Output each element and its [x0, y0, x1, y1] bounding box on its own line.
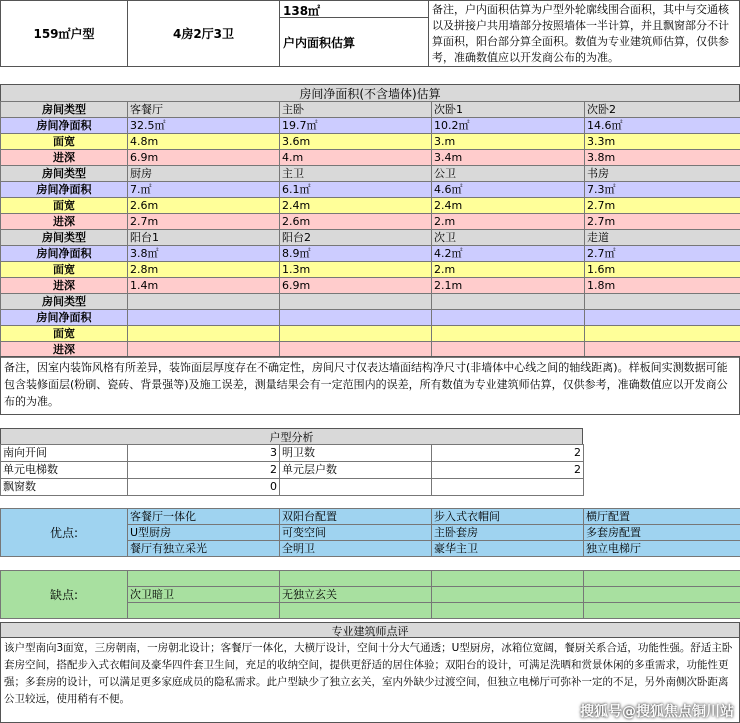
analysis-title: [0, 428, 583, 445]
room-cell: 3.4m: [432, 150, 585, 166]
row-label-area: 房间净面积: [1, 310, 128, 326]
room-cell: 2.6m: [280, 214, 432, 230]
room-cell: 2.6m: [128, 198, 280, 214]
notes: 备注，因室内装饰风格有所差异，装饰面层厚度存在不确定性，房间尺寸仅表达墙面结构净尺寸(非墙体中心线之间的轴线距离)。样板间实测数据可能包含装修面层(粉刷、瓷砖、背景强等)及施工误差，测量结果会有一定范围内的误差，所有数值为专业建筑师估算，仅供参考，准确数值应以开发商公布的为准。: [0, 356, 740, 415]
room-cell: 次卧2: [585, 102, 740, 118]
room-cell: 6.9m: [280, 278, 432, 294]
layout-area-cell: [0, 0, 128, 67]
room-cell: [585, 326, 740, 342]
row-label-type: 房间类型: [1, 102, 128, 118]
row-label-depth: 进深: [1, 214, 128, 230]
room-cell: 6.1㎡: [280, 182, 432, 198]
row-label-type: 房间类型: [1, 166, 128, 182]
row-label-type: 房间类型: [1, 230, 128, 246]
cons-item: [584, 587, 740, 603]
room-cell: 2.m: [432, 262, 585, 278]
room-cell: [585, 310, 740, 326]
room-row-width: [1, 134, 740, 150]
room-row-width: [1, 262, 740, 278]
cons-item: 无独立玄关: [280, 587, 432, 603]
room-cell: 32.5㎡: [128, 118, 280, 134]
room-cell: [280, 326, 432, 342]
pros-item: 全明卫: [280, 541, 432, 557]
analysis-cell: 2: [432, 462, 584, 479]
room-cell: 4.m: [280, 150, 432, 166]
pros-item: 多套房配置: [584, 525, 740, 541]
room-cell: [432, 326, 585, 342]
analysis-cell: 飘窗数: [1, 479, 128, 496]
room-row-area: [1, 310, 740, 326]
room-cell: 书房: [585, 166, 740, 182]
room-cell: 2.1m: [432, 278, 585, 294]
pros-item: 主卧套房: [432, 525, 584, 541]
room-row-area: [1, 182, 740, 198]
room-cell: [585, 294, 740, 310]
room-cell: 1.3m: [280, 262, 432, 278]
room-cell: 6.9m: [128, 150, 280, 166]
room-cell: 7.3㎡: [585, 182, 740, 198]
room-cell: 1.4m: [128, 278, 280, 294]
cons-item: [280, 571, 432, 587]
analysis-row: [1, 479, 584, 496]
room-row-width: [1, 326, 740, 342]
row-label-type: 房间类型: [1, 294, 128, 310]
indoor-area-value: 138㎡: [279, 0, 429, 18]
room-cell: 阳台2: [280, 230, 432, 246]
room-cell: 2.7m: [128, 214, 280, 230]
pros-item: 豪华主卫: [432, 541, 584, 557]
room-cell: 19.7㎡: [280, 118, 432, 134]
pros-label: 优点:: [1, 509, 128, 557]
pros-item: 独立电梯厅: [584, 541, 740, 557]
room-row-area: [1, 118, 740, 134]
pros-item: 横厅配置: [584, 509, 740, 525]
layout-type: 4房2厅3卫: [172, 27, 235, 41]
analysis-cell: [280, 479, 432, 496]
room-cell: [128, 294, 280, 310]
cons-item: [280, 603, 432, 619]
room-cell: [432, 310, 585, 326]
analysis-cell: 0: [128, 479, 280, 496]
room-cell: 4.8m: [128, 134, 280, 150]
cons-item: [432, 587, 584, 603]
room-cell: [280, 294, 432, 310]
analysis-row: [1, 445, 584, 462]
analysis-cell: 单元电梯数: [1, 462, 128, 479]
room-cell: 厨房: [128, 166, 280, 182]
indoor-area-label: 户内面积估算: [279, 17, 429, 67]
row-label-width: 面宽: [1, 134, 128, 150]
pros-item: 可变空间: [280, 525, 432, 541]
room-cell: 阳台1: [128, 230, 280, 246]
room-cell: 4.6㎡: [432, 182, 585, 198]
room-cell: 14.6㎡: [585, 118, 740, 134]
room-cell: 3.3m: [585, 134, 740, 150]
analysis-cell: 2: [128, 462, 280, 479]
room-cell: 2.m: [432, 214, 585, 230]
room-cell: 1.8m: [585, 278, 740, 294]
room-cell: 1.6m: [585, 262, 740, 278]
room-cell: 2.7m: [585, 198, 740, 214]
room-cell: 8.9㎡: [280, 246, 432, 262]
analysis-cell: 南向开间: [1, 445, 128, 462]
room-row-type: [1, 294, 740, 310]
cons-item: [128, 603, 280, 619]
room-cell: 3.8m: [585, 150, 740, 166]
cons-item: [128, 571, 280, 587]
cons-item: [432, 603, 584, 619]
layout-area: 159㎡户型: [33, 27, 95, 41]
cons-item: [584, 571, 740, 587]
room-cell: 次卧1: [432, 102, 585, 118]
row-label-area: 房间净面积: [1, 118, 128, 134]
room-row-depth: [1, 150, 740, 166]
row-label-depth: 进深: [1, 342, 128, 358]
header-note: 备注，户内面积估算为户型外轮廓线围合面积，其中与交通核以及拼接户共用墙部分按照墙体一半计算，并且飘窗部分不计算面积，阳台部分算全面积。数值为专业建筑师估算，仅供参考，准确数值应以开发商公布的为准。: [428, 0, 740, 67]
cons-item: [432, 571, 584, 587]
row-label-depth: 进深: [1, 150, 128, 166]
room-cell: 2.4m: [432, 198, 585, 214]
analysis-cell: 明卫数: [280, 445, 432, 462]
room-cell: 4.2㎡: [432, 246, 585, 262]
cons-label: 缺点:: [1, 571, 128, 619]
row-label-depth: 进深: [1, 278, 128, 294]
room-cell: 2.7㎡: [585, 246, 740, 262]
room-cell: 3.m: [432, 134, 585, 150]
row-label-area: 房间净面积: [1, 246, 128, 262]
cons-table: [0, 570, 740, 619]
room-cell: [432, 294, 585, 310]
room-row-width: [1, 198, 740, 214]
pros-item: 步入式衣帽间: [432, 509, 584, 525]
room-cell: 2.7m: [585, 214, 740, 230]
review-title-text: 专业建筑师点评: [331, 625, 409, 638]
review-title: [0, 622, 740, 638]
room-cell: [128, 326, 280, 342]
room-cell: 2.4m: [280, 198, 432, 214]
pros-item: 双阳台配置: [280, 509, 432, 525]
room-cell: 7.㎡: [128, 182, 280, 198]
cons-item: [584, 603, 740, 619]
room-cell: 主卧: [280, 102, 432, 118]
room-row-type: [1, 166, 740, 182]
room-cell: [280, 310, 432, 326]
room-row-area: [1, 246, 740, 262]
pros-item: 客餐厅一体化: [128, 509, 280, 525]
watermark: 搜狐号@搜狐焦点铜川站: [580, 704, 734, 720]
room-cell: 3.8㎡: [128, 246, 280, 262]
cons-item: 次卫暗卫: [128, 587, 280, 603]
row-label-width: 面宽: [1, 198, 128, 214]
analysis-table: [0, 444, 584, 496]
layout-type-cell: [127, 0, 280, 67]
rooms-title-text: 房间净面积(不含墙体)估算: [299, 87, 441, 101]
analysis-title-text: 户型分析: [269, 431, 314, 444]
room-row-depth: [1, 214, 740, 230]
pros-table: [0, 508, 740, 557]
pros-item: U型厨房: [128, 525, 280, 541]
rooms-table: [0, 101, 740, 358]
analysis-row: [1, 462, 584, 479]
room-cell: 10.2㎡: [432, 118, 585, 134]
pros-item: 餐厅有独立采光: [128, 541, 280, 557]
row-label-width: 面宽: [1, 262, 128, 278]
room-cell: 次卫: [432, 230, 585, 246]
room-cell: 主卫: [280, 166, 432, 182]
pros-row: [1, 509, 740, 525]
analysis-cell: 3: [128, 445, 280, 462]
room-row-depth: [1, 278, 740, 294]
room-cell: 公卫: [432, 166, 585, 182]
cons-row: [1, 571, 740, 587]
room-cell: [128, 310, 280, 326]
room-cell: 3.6m: [280, 134, 432, 150]
review-text: 该户型南向3面宽，三房朝南，一房朝北设计；客餐厅一体化，大横厅设计，空间十分大气通透；U型厨房，冰箱位宽阔，餐厨关系合适，功能性强。舒适主卧套房空间，搭配步入式衣帽间及豪华四件套卫生间，充足的收纳空间，提供更舒适的居住体验；双阳台的设计，可满足洗晒和赏景休闲的多重需求，功能性更强；多套房的设计，可以满足更多家庭成员的隐私需求。此户型缺少了独立玄关，室内外缺少过渡空间，但独立电梯厅可弥补一定的不足，另外南侧次卧距离公卫较远，使用稍有不便。: [0, 637, 740, 723]
rooms-title: [0, 84, 740, 102]
analysis-cell: 单元层户数: [280, 462, 432, 479]
row-label-area: 房间净面积: [1, 182, 128, 198]
room-cell: 2.8m: [128, 262, 280, 278]
row-label-width: 面宽: [1, 326, 128, 342]
room-cell: 客餐厅: [128, 102, 280, 118]
room-row-type: [1, 102, 740, 118]
room-row-type: [1, 230, 740, 246]
analysis-cell: 2: [432, 445, 584, 462]
room-cell: 走道: [585, 230, 740, 246]
analysis-cell: [432, 479, 584, 496]
